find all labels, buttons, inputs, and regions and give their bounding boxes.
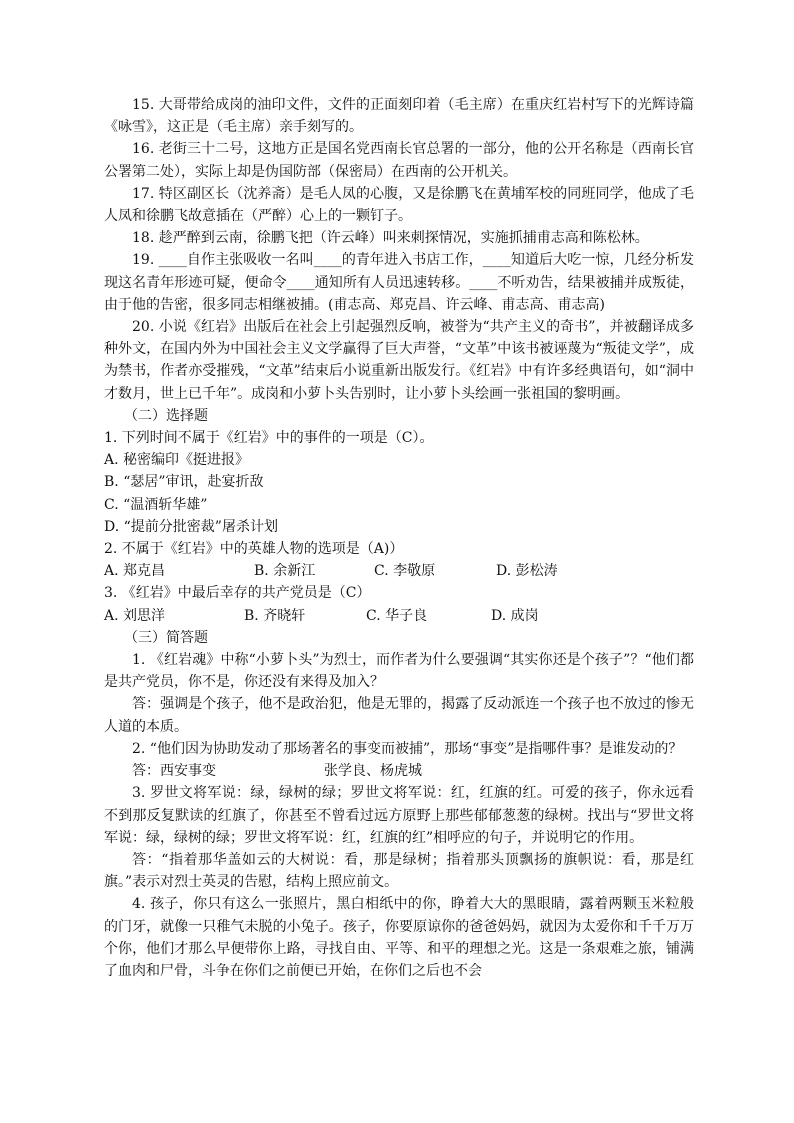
choice-q1-option-c: C. “温酒斩华雄” [104,496,208,513]
short-question-4: 4. 孩子，你只有这么一张照片，黑白相纸中的你，睁着大大的黑眼睛，露着两颗玉米粒般的门牙，就像一只稚气未脱的小兔子。孩子，你要原谅你的爸爸妈妈，就因为太爱你和千千万万个你，他们才那么早便带你上路，寻找自由、平等、和平的理想之光。这是一条艰难之旅，铺满了血肉和尸骨，斗争在你们之前便已开始，在你们之后也不会 [104,896,694,979]
choice-q3-options [104,605,694,627]
choice-question-3: 3. 《红岩》中最后幸存的共产党员是（C） [104,585,371,602]
choice-question-1: 1. 下列时间不属于《红岩》中的事件的一项是（C）。 [104,430,434,447]
short-answer-2-people: 张学良、杨虎城 [324,763,422,780]
choice-q3-option-b: B. 齐晓轩 [244,607,306,624]
fill-item-18: 18. 趁严醉到云南，徐鹏飞把（许云峰）叫来刺探情况，实施抓捕甫志高和陈松林。 [132,230,649,247]
fill-item-17: 17. 特区副区长（沈养斋）是毛人凤的心腹，又是徐鹏飞在黄埔军校的同班同学，他成了毛人凤和徐鹏飞故意插在（严醉）心上的一颗钉子。 [104,185,694,225]
choice-q1-option-b: B. “瑟居”审讯，赴宴折敌 [104,474,264,491]
choice-q1-option-a: A. 秘密编印《挺进报》 [104,452,250,469]
short-answer-2-event: 答：西安事变 [132,763,216,780]
short-answer-2 [104,760,694,782]
short-answer-1: 答：强调是个孩子，他不是政治犯，他是无罪的，揭露了反动派连一个孩子也不放过的惨无人道的本质。 [104,696,694,735]
short-question-2: 2. “他们因为协助发动了那场著名的事变而被捕”，那场“事变”是指哪件事？是谁发动的？ [132,740,683,757]
choice-q2-option-b: B. 余新江 [254,563,316,580]
short-question-3: 3. 罗世文将军说：绿，绿树的绿；罗世文将军说：红，红旗的红。可爱的孩子，你永远看不到那反复默读的红旗了，你甚至不曾看过远方原野上那些郁郁葱葱的绿树。找出与“罗世文将军说：绿，绿树的绿；罗世文将军说：红，红旗的红”相呼应的句子，并说明它的作用。 [104,785,694,846]
short-question-1: 1. 《红岩魂》中称“小萝卜头”为烈士，而作者为什么要强调“其实你还是个孩子”？“他们都是共产党员，你不是，你还没有来得及加入？ [104,652,694,691]
fill-item-20: 20. 小说《红岩》出版后在社会上引起强烈反响，被誉为“共产主义的奇书”，并被翻译成多种外文，在国内外为中国社会主义文学赢得了巨大声誉，“文革”中该书被诬蔑为“叛徒文学”，成为禁书，作者亦受摧残，“文革”结束后小说重新出版发行。《红岩》中有许多经典语句，如“洞中才数月，世上已千年”。成岗和小萝卜头告别时，让小萝卜头绘画一张祖国的黎明画。 [104,319,694,402]
choice-question-2: 2. 不属于《红岩》中的英雄人物的选项是（A)） [104,541,404,558]
fill-item-15: 15. 大哥带给成岗的油印文件，文件的正面刻印着（毛主席）在重庆红岩村写下的光辉诗篇《咏雪》，这正是（毛主席）亲手刻写的。 [104,97,694,136]
choice-q1-option-d: D. “提前分批密裁”屠杀计划 [104,518,278,535]
choice-q2-option-a: A. 郑克昌 [104,563,166,580]
choice-section-heading: （二）选择题 [124,407,208,424]
choice-q3-option-c: C. 华子良 [366,607,428,624]
fill-item-19: 19. ____自作主张吸收一名叫____的青年进入书店工作，____知道后大吃一惊，几经分析发现这名青年形迹可疑，便命令____通知所有人员迅速转移。____不听劝告，结果被捕并成叛徒，由于他的告密，很多同志相继被捕。(甫志高、郑克昌、许云峰、甫志高、甫志高) [104,252,694,313]
choice-q2-options [104,560,694,582]
choice-q3-option-d: D. 成岗 [491,607,539,624]
short-answer-3: 答：“指着那华盖如云的大树说：看，那是绿树；指着那头顶飘扬的旗帜说：看，那是红旗。”表示对烈士英灵的告慰，结构上照应前文。 [104,851,694,891]
choice-q2-option-d: D. 彭松涛 [496,563,558,580]
choice-q2-option-c: C. 李敬原 [374,563,436,580]
short-answer-section-heading: （三）简答题 [124,629,208,646]
choice-q3-option-a: A. 刘思洋 [104,607,166,624]
fill-item-16: 16. 老街三十二号，这地方正是国名党西南长官总署的一部分，他的公开名称是（西南长官公署第二处），实际上却是伪国防部（保密局）在西南的公开机关。 [104,141,694,180]
